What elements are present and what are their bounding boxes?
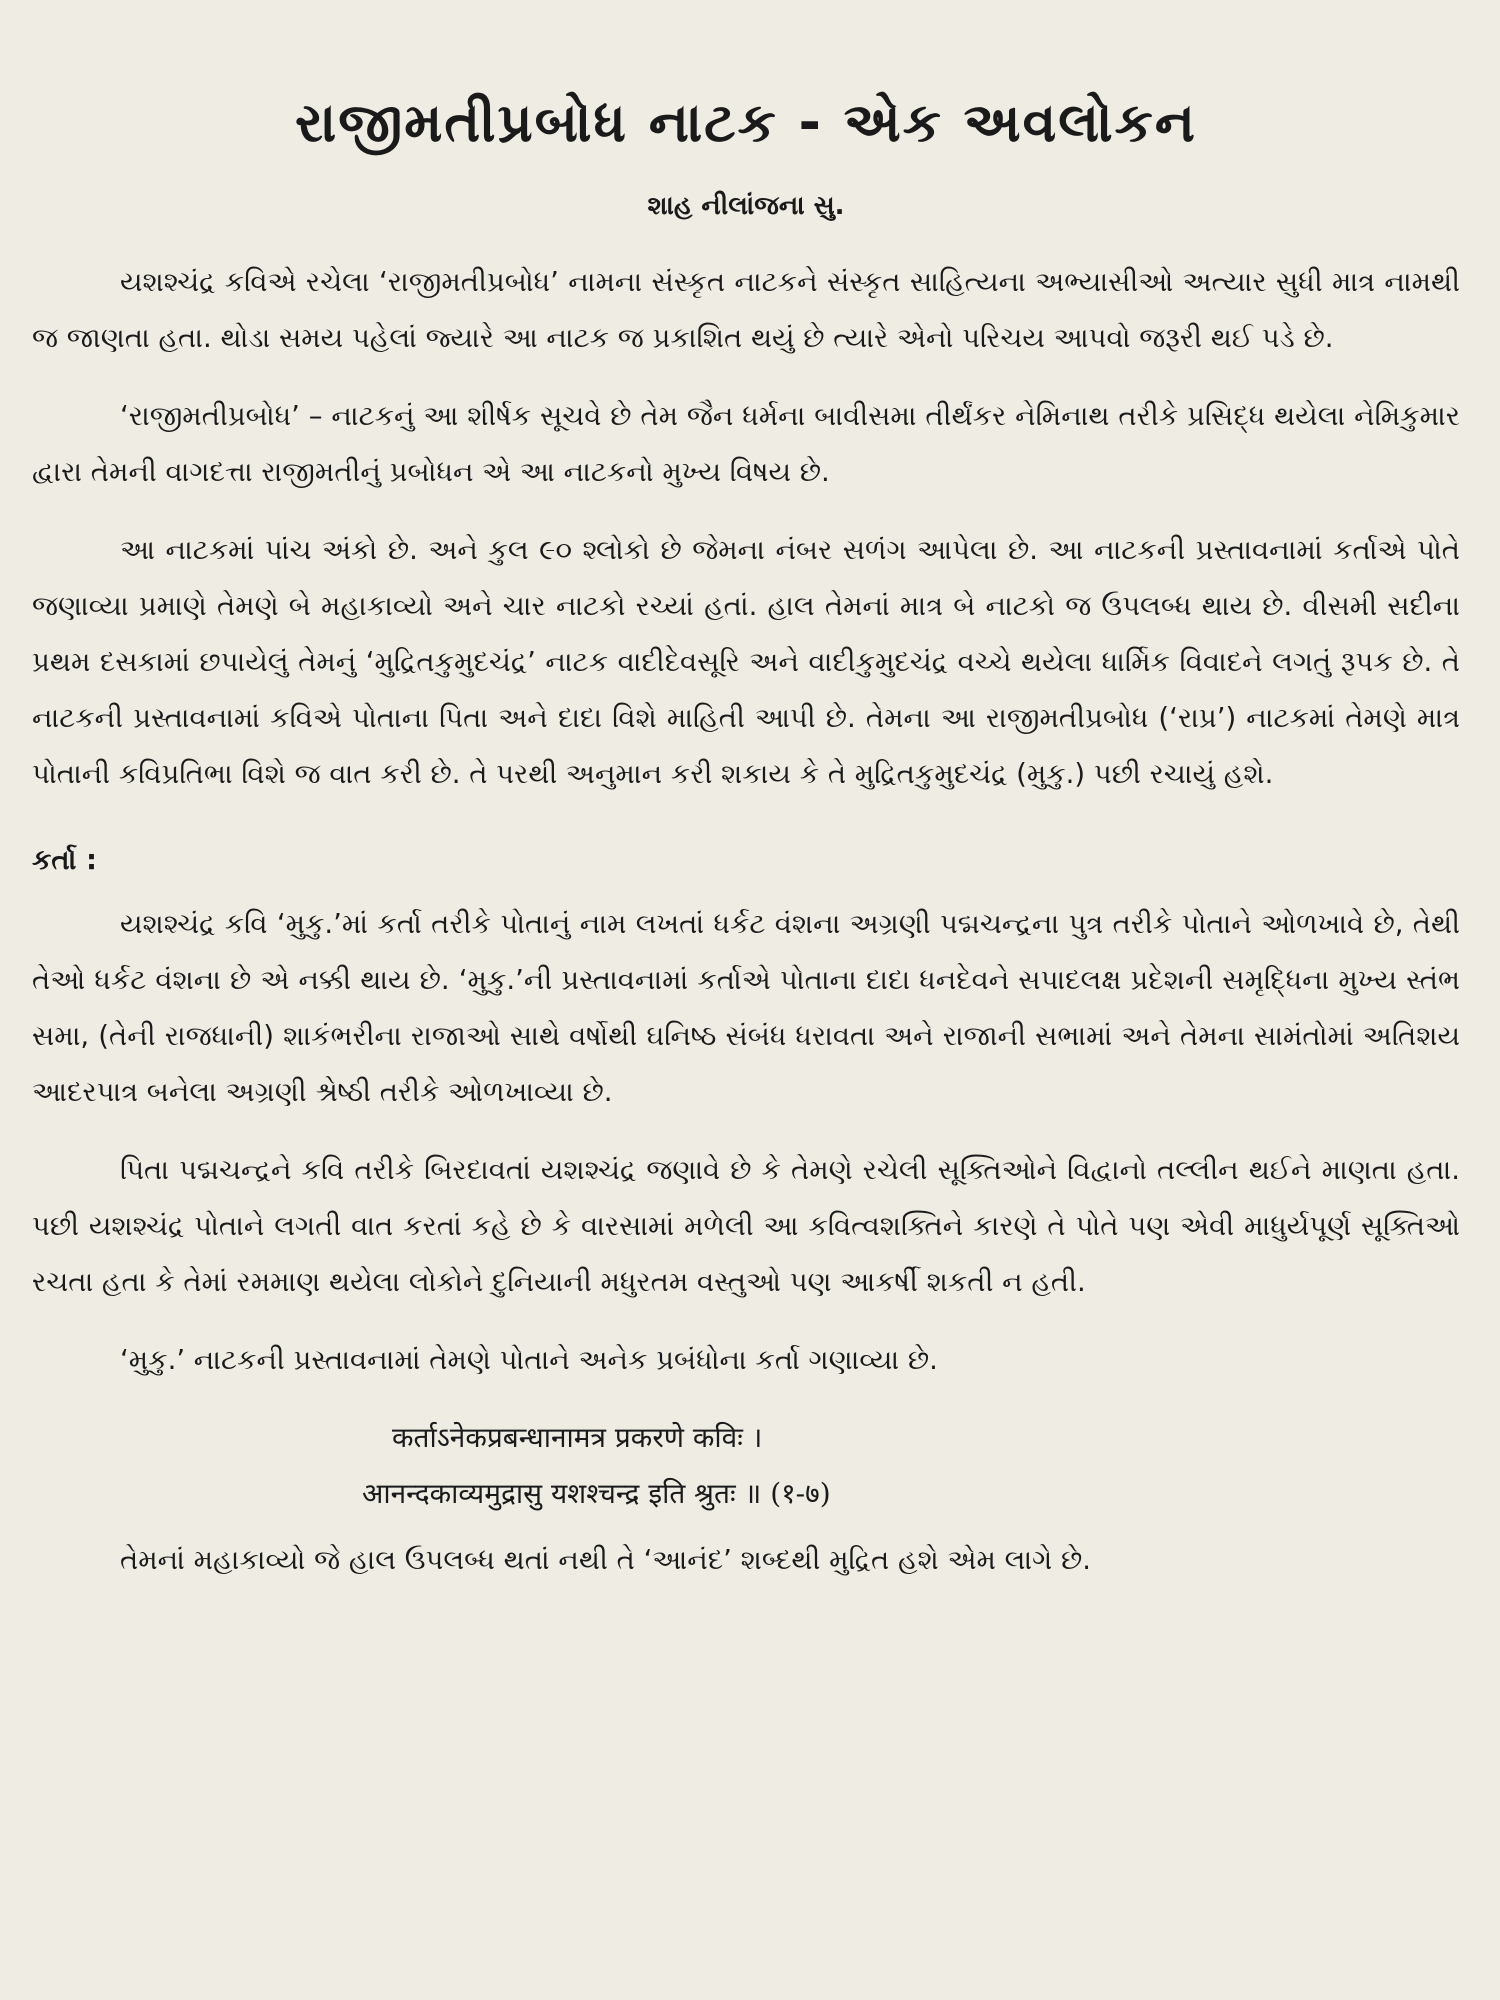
paragraph-structure: આ નાટકમાં પાંચ અંકો છે. અને કુલ ૯૦ શ્લોકો છે જેમના નંબર સળંગ આપેલા છે. આ નાટકની પ્રસ્તાવનામાં કર્તાએ પોતે જણાવ્યા પ્રમાણે તેમણે બે મહાકાવ્યો અને ચાર નાટકો રચ્યાં હતાં. હાલ તેમનાં માત્ર બે નાટકો જ ઉપલબ્ધ થાય છે. વીસમી સદીના પ્રથમ દસકામાં છપાયેલું તેમનું ‘મુદ્રિતકુમુદચંદ્ર’ નાટક વાદીદેવસૂરિ અને વાદીકુમુદચંદ્ર વચ્ચે થયેલા ધાર્મિક વિવાદને લગતું રૂપક છે. તે નાટકની પ્રસ્તાવનામાં કવિએ પોતાના પિતા અને દાદા વિશે માહિતી આપી છે. તેમના આ રાજીમતીપ્રબોધ (‘રાપ્ર’) નાટકમાં તેમણે માત્ર પોતાની કવિપ્રતિભા વિશે જ વાત કરી છે. તે પરથી અનુમાન કરી શકાય કે તે મુદ્રિતકુમુદચંદ્ર (મુકુ.) પછી રચાયું હશે. <box>32 534 1460 790</box>
paragraph-intro: યશશ્ચંદ્ર કવિએ રચેલા ‘રાજીમતીપ્રબોધ’ નામના સંસ્કૃત નાટકને સંસ્કૃત સાહિત્યના અભ્યાસીઓ અત્યાર સુધી માત્ર નામથી જ જાણતા હતા. થોડા સમય પહેલાં જ્યારે આ નાટક જ પ્રકાશિત થયું છે ત્યારે એનો પરિચય આપવો જરૂરી થઈ પડે છે. <box>32 266 1460 354</box>
section-heading-author: કર્તા : <box>32 844 97 876</box>
verse-line-2: आनन्दकाव्यमुद्रासु यशश्चन्द्र इति श्रुतः ॥ (१-७) <box>362 1477 831 1510</box>
article-body <box>32 254 1460 1588</box>
paragraph-lineage: યશશ્ચંદ્ર કવિ ‘મુકુ.’માં કર્તા તરીકે પોતાનું નામ લખતાં ધર્કટ વંશના અગ્રણી પદ્મચન્દ્રના પુત્ર તરીકે પોતાને ઓળખાવે છે, તેથી તેઓ ધર્કટ વંશના છે એ નક્કી થાય છે. ‘મુકુ.’ની પ્રસ્તાવનામાં કર્તાએ પોતાના દાદા ધનદેવને સપાદલક્ષ પ્રદેશની સમૃદ્ધિના મુખ્ય સ્તંભ સમા, (તેની રાજધાની) શાકંભરીના રાજાઓ સાથે વર્ષોથી ઘનિષ્ઠ સંબંધ ધરાવતા અને રાજાની સભામાં અને તેમના સામંતોમાં અતિશય આદરપાત્ર બનેલા અગ્રણી શ્રેષ્ઠી તરીકે ઓળખાવ્યા છે. <box>32 908 1460 1108</box>
sanskrit-verse <box>362 1410 1460 1522</box>
author-name: શાહ નીલાંજના સુ. <box>647 191 845 221</box>
paragraph-works: ‘મુકુ.’ નાટકની પ્રસ્તાવનામાં તેમણે પોતાને અનેક પ્રબંધોના કર્તા ગણાવ્યા છે. <box>120 1344 938 1376</box>
paragraph-subject: ‘રાજીમતીપ્રબોધ’ – નાટકનું આ શીર્ષક સૂચવે છે તેમ જૈન ધર્મના બાવીસમા તીર્થંકર નેમિનાથ તરીકે પ્રસિદ્ધ થયેલા નેમિકુમાર દ્વારા તેમની વાગદત્તા રાજીમતીનું પ્રબોધન એ આ નાટકનો મુખ્ય વિષય છે. <box>32 400 1460 488</box>
paragraph-father: પિતા પદ્મચન્દ્રને કવિ તરીકે બિરદાવતાં યશશ્ચંદ્ર જણાવે છે કે તેમણે રચેલી સૂક્તિઓને વિદ્વાનો તલ્લીન થઈને માણતા હતા. પછી યશશ્ચંદ્ર પોતાને લગતી વાત કરતાં કહે છે કે વારસામાં મળેલી આ કવિત્વશક્તિને કારણે તે પોતે પણ એવી માધુર્યપૂર્ણ સૂક્તિઓ રચતા હતા કે તેમાં રમમાણ થયેલા લોકોને દુનિયાની મધુરતમ વસ્તુઓ પણ આકર્ષી શકતી ન હતી. <box>32 1154 1460 1298</box>
verse-line-1: कर्ताऽनेकप्रबन्धानामत्र प्रकरणे कविः । <box>392 1421 763 1454</box>
page-title: રાજીમતીપ્રબોધ નાટક - એક અવલોકન <box>295 91 1197 154</box>
paragraph-closing: તેમનાં મહાકાવ્યો જે હાલ ઉપલબ્ધ થતાં નથી તે ‘આનંદ’ શબ્દથી મુદ્રિત હશે એમ લાગે છે. <box>120 1544 1091 1576</box>
